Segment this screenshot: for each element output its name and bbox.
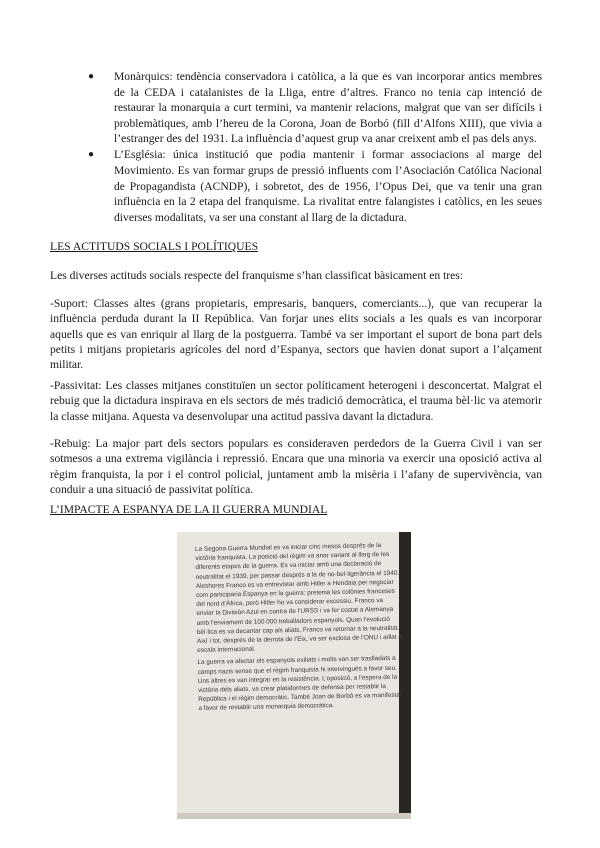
photo-text — [195, 541, 404, 714]
textbook-photo — [177, 532, 411, 819]
passivitat-paragraph: -Passivitat: Les classes mitjanes constituïen un sector políticament heterogeni i desconcertat. Malgrat el rebuig que la dictadura inspirava en els sectors de més tradició democràtica, el trauma bèl·lic va atemorir la classe mitjana. Aquesta va desenvolupar una actitud passiva davant la dictadura. — [50, 379, 542, 423]
section-heading-actituds: LES ACTITUDS SOCIALS I POLÍTIQUES — [50, 240, 259, 253]
bullet-icon: ● — [88, 71, 95, 82]
intro-paragraph: Les diverses actituds socials respecte del franquisme s’han classificat bàsicament en tres: — [50, 269, 464, 282]
bullet-icon: ● — [88, 149, 95, 161]
bullet-list — [84, 69, 542, 226]
photo-paragraph-1: La Segona Guerra Mundial es va iniciar cinc mesos després de la victòria franquista. La posició del règim va anar variant al llarg de les diferents etapes de la guerra. Es va iniciar amb una declaració de neutralitat el 1939, per passar després a la de no-bel·ligerància el 1940. Aleshores Franco es va entrevistar amb Hitler a Hendaia per negociar com participaria Espanya en la guerra: pretenia les colònies franceses del nord d’Àfrica, però Hitler ho va considerar excessiu. Franco va enviar la División Azul en contra de l’URSS i va fer costat a Alemanya amb l’enviament de 100 000 treballadors espanyols. Quan l’evolució bèl·lica es va decantar cap als aliats, Franco va retornar a la neutralitat. Així i tot, després de la derrota de l’Eix, va ser exclosa de l’ONU i aïllat a escala internacional. — [195, 542, 403, 655]
section-heading-impacte: L’IMPACTE A ESPANYA DE LA II GUERRA MUNDIAL — [50, 503, 328, 516]
list-item — [84, 69, 542, 147]
bullet-text: L’Església: única institució que podia mantenir i formar associacions al marge del Movimiento. Es van formar grups de pressió influents com l’Asociación Católica Nacional de Propagandista (ACNDP), i sobretot, des de 1956, l’Opus Dei, que va tenir una gran influència en la 2 etapa del franquisme. La rivalitat entre falangistes i catòlics, en les seues diverses modalitats, va ser una constant al llarg de la dictadura. — [114, 148, 542, 224]
list-item — [84, 147, 542, 225]
bullet-text: Monàrquics: tendència conservadora i catòlica, a la que es van incorporar antics membres de la CEDA i catalanistes de la Lliga, entre d’altres. Franco no tenia cap intenció de restaurar la monarquia a curt termini, va mantenir relacions, malgrat que van ser difícils i problemàtiques, amb l’hereu de la Corona, Joan de Borbó (fill d’Alfons XIII), que vivia a l’estranger des del 1931. La influència d’aquest grup va anar creixent amb el pas dels anys. — [114, 70, 542, 146]
suport-paragraph: -Suport: Classes altes (grans propietaris, empresaris, banquers, comerciants...), que van recuperar la influència perduda durant la II República. Van forjar unes elits socials a les quals es van incorporar aquells que es van enriquir al llarg de la postguerra. També va ser important el suport de bona part dels petits i mitjans propietaris agrícoles del nord d’Espanya, sectors que havien donat suport a l’alçament militar. — [50, 297, 542, 372]
photo-bottom-edge — [177, 813, 411, 819]
photo-paragraph-2: La guerra va afectar els espanyols exiliats i molts van ser traslladats a camps nazis sense que el règim franquista hi intervingués a favor seu. Uns altres es van integrar en la resistència. L’oposició, a l’espera de la victòria dels aliats, va crear plataformes de defensa per restablir la República i el règim democràtic. També Joan de Borbó es va manifestar a favor de restablir una monarquia democràtica. — [197, 655, 403, 713]
rebuig-paragraph: -Rebuig: La major part dels sectors populars es consideraven perdedors de la Guerra Civil i van ser sotmesos a una extrema vigilància i repressió. Encara que una minoria va exercir una oposició activa al règim franquista, la por i el control policial, juntament amb la misèria i l’afany de supervivència, van conduir a una situació de passivitat política. — [50, 437, 542, 496]
